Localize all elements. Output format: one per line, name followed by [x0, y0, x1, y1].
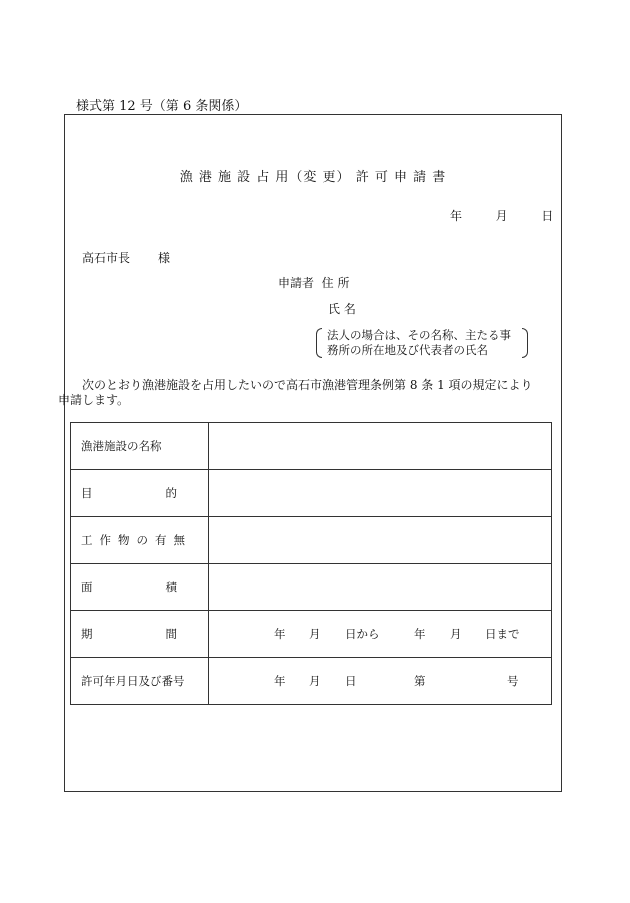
permit-field[interactable]: [209, 658, 552, 705]
left-bracket: [316, 328, 322, 358]
form-number: 様式第 12 号（第 6 条関係）: [76, 99, 248, 114]
statement-line2: 申請します。: [58, 393, 130, 407]
area-label-b: 積: [165, 580, 177, 594]
permit-number-prefix: 第: [414, 674, 426, 688]
purpose-label-a: 目: [81, 486, 93, 500]
statement-line1: 次のとおり漁港施設を占用したいので高石市漁港管理条例第 8 条 1 項の規定により: [82, 378, 533, 392]
applicant-address-line: [278, 274, 349, 291]
permit-year: 年: [274, 674, 286, 688]
facility-name-label: 漁港施設の名称: [71, 423, 209, 470]
structure-label-char: 物: [118, 533, 130, 547]
address-label: 住 所: [321, 276, 350, 290]
period-from-month: 月: [309, 627, 321, 641]
corporate-note-line2: 務所の所在地及び代表者の氏名: [327, 343, 488, 357]
structure-label-char: の: [136, 533, 148, 547]
applicant-role: 申請者: [278, 276, 315, 290]
purpose-field[interactable]: [209, 470, 552, 517]
structure-label-char: 工: [81, 533, 93, 547]
application-table: [70, 422, 552, 705]
period-from-year: 年: [274, 627, 286, 641]
facility-name-field[interactable]: [209, 423, 552, 470]
area-field[interactable]: [209, 564, 552, 611]
period-to-year: 年: [414, 627, 426, 641]
permit-month: 月: [309, 674, 321, 688]
period-label-b: 間: [165, 627, 177, 641]
applicant-name-label: 氏 名: [328, 302, 356, 316]
table-row: [71, 470, 552, 517]
structure-field[interactable]: [209, 517, 552, 564]
corporate-note: [316, 328, 528, 358]
corporate-note-text: [327, 328, 511, 358]
addressee-honorific: 様: [158, 251, 171, 265]
permit-number-suffix: 号: [507, 674, 519, 688]
right-bracket: [522, 328, 528, 358]
date-month: 月: [495, 209, 508, 223]
table-row: [71, 611, 552, 658]
period-field[interactable]: [209, 611, 552, 658]
structure-label-char: 無: [173, 533, 185, 547]
area-label-a: 面: [81, 580, 93, 594]
table-row: [71, 517, 552, 564]
addressee-name: 高石市長: [82, 251, 131, 265]
purpose-label: [71, 470, 209, 517]
application-statement: [58, 378, 540, 408]
area-label: [71, 564, 209, 611]
period-to-day: 日まで: [485, 627, 520, 641]
structure-label-char: 有: [155, 533, 167, 547]
period-to-month: 月: [450, 627, 462, 641]
period-label: [71, 611, 209, 658]
period-from-day: 日から: [345, 627, 380, 641]
table-row: [71, 564, 552, 611]
permit-label: 許可年月日及び番号: [71, 658, 209, 705]
addressee: [82, 249, 170, 266]
structure-label: [71, 517, 209, 564]
purpose-label-b: 的: [165, 486, 177, 500]
form-title: 漁 港 施 設 占 用（変 更） 許 可 申 請 書: [179, 170, 447, 185]
structure-label-char: 作: [99, 533, 111, 547]
permit-day: 日: [345, 674, 357, 688]
date-year: 年: [450, 209, 463, 223]
table-row: [71, 658, 552, 705]
corporate-note-line1: 法人の場合は、その名称、主たる事: [327, 328, 511, 342]
date-line: [450, 207, 553, 224]
table-row: [71, 423, 552, 470]
date-day: 日: [541, 209, 554, 223]
period-label-a: 期: [81, 627, 93, 641]
